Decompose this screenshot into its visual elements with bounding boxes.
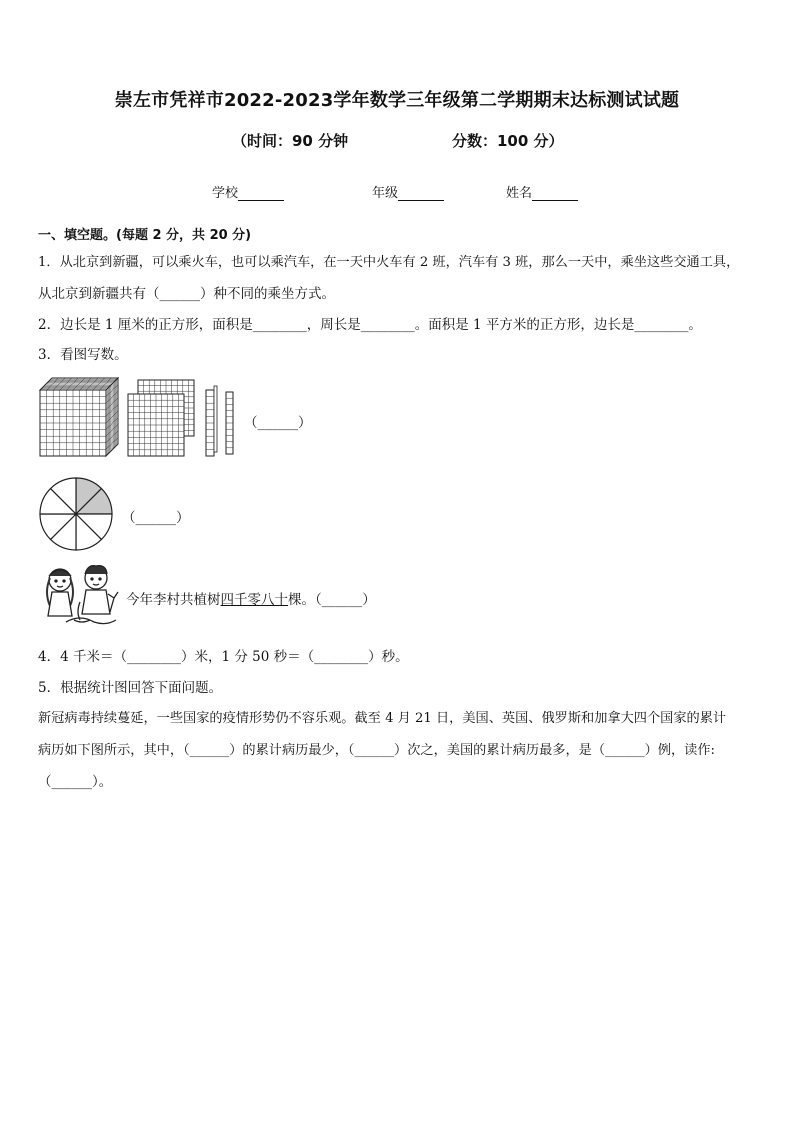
question-3-answer-2: （______） <box>122 510 190 526</box>
question-3-text-3-pre: 今年李村共植树 <box>126 592 221 608</box>
question-3-text-3-post: 棵。（______） <box>288 592 376 608</box>
question-5-para-3: （______）。 <box>38 774 113 790</box>
grade-field <box>372 182 444 201</box>
question-5: 5．根据统计图回答下面问题。 <box>38 680 223 696</box>
grade-blank[interactable] <box>398 186 444 201</box>
question-1-line-2: 从北京到新疆共有（______）种不同的乘坐方式。 <box>38 286 335 302</box>
exam-time: （时间：90 分钟 <box>232 132 349 150</box>
school-blank[interactable] <box>238 186 284 201</box>
hundred-flat-front <box>128 394 184 456</box>
school-label: 学校 <box>212 186 239 201</box>
base-ten-blocks-figure <box>38 376 248 460</box>
ten-rod-1-side <box>214 386 217 452</box>
question-4: 4．4 千米＝（________）米，1 分 50 秒＝（________）秒。 <box>38 649 409 665</box>
page-title: 崇左市凭祥市2022-2023学年数学三年级第二学期期末达标测试试题 <box>114 90 680 111</box>
exam-score: 分数：100 分） <box>452 132 564 150</box>
question-3-text-3-underlined: 四千零八十 <box>220 592 288 608</box>
question-3-answer-1: （______） <box>244 415 312 431</box>
name-blank[interactable] <box>532 186 578 201</box>
question-3: 3．看图写数。 <box>38 347 128 363</box>
section-heading: 一、填空题。(每题 2 分，共 20 分) <box>38 228 252 243</box>
question-1-line-1: 1．从北京到新疆，可以乘火车，也可以乘汽车，在一天中火车有 2 班，汽车有 3 班，那么一天中，乘坐这些交通工具， <box>38 255 740 270</box>
name-label: 姓名 <box>506 186 533 201</box>
question-2: 2．边长是 1 厘米的正方形，面积是________，周长是________。面积是 1 平方米的正方形，边长是________。 <box>38 317 702 333</box>
question-5-para-2: 病历如下图所示，其中，（______）的累计病历最少，（______）次之，美国的累计病历最多，是（______）例，读作: <box>38 743 715 758</box>
thousand-cube-front <box>40 390 106 456</box>
fraction-circle-figure <box>38 476 118 556</box>
name-field <box>506 182 578 201</box>
question-5-para-1: 新冠病毒持续蔓延，一些国家的疫情形势仍不容乐观。截至 4 月 21 日，美国、英国、俄罗斯和加拿大四个国家的累计 <box>38 711 727 726</box>
children-planting-icon <box>36 562 122 628</box>
question-3-text-3 <box>126 588 376 608</box>
grade-label: 年级 <box>372 186 399 201</box>
school-field <box>212 182 284 201</box>
